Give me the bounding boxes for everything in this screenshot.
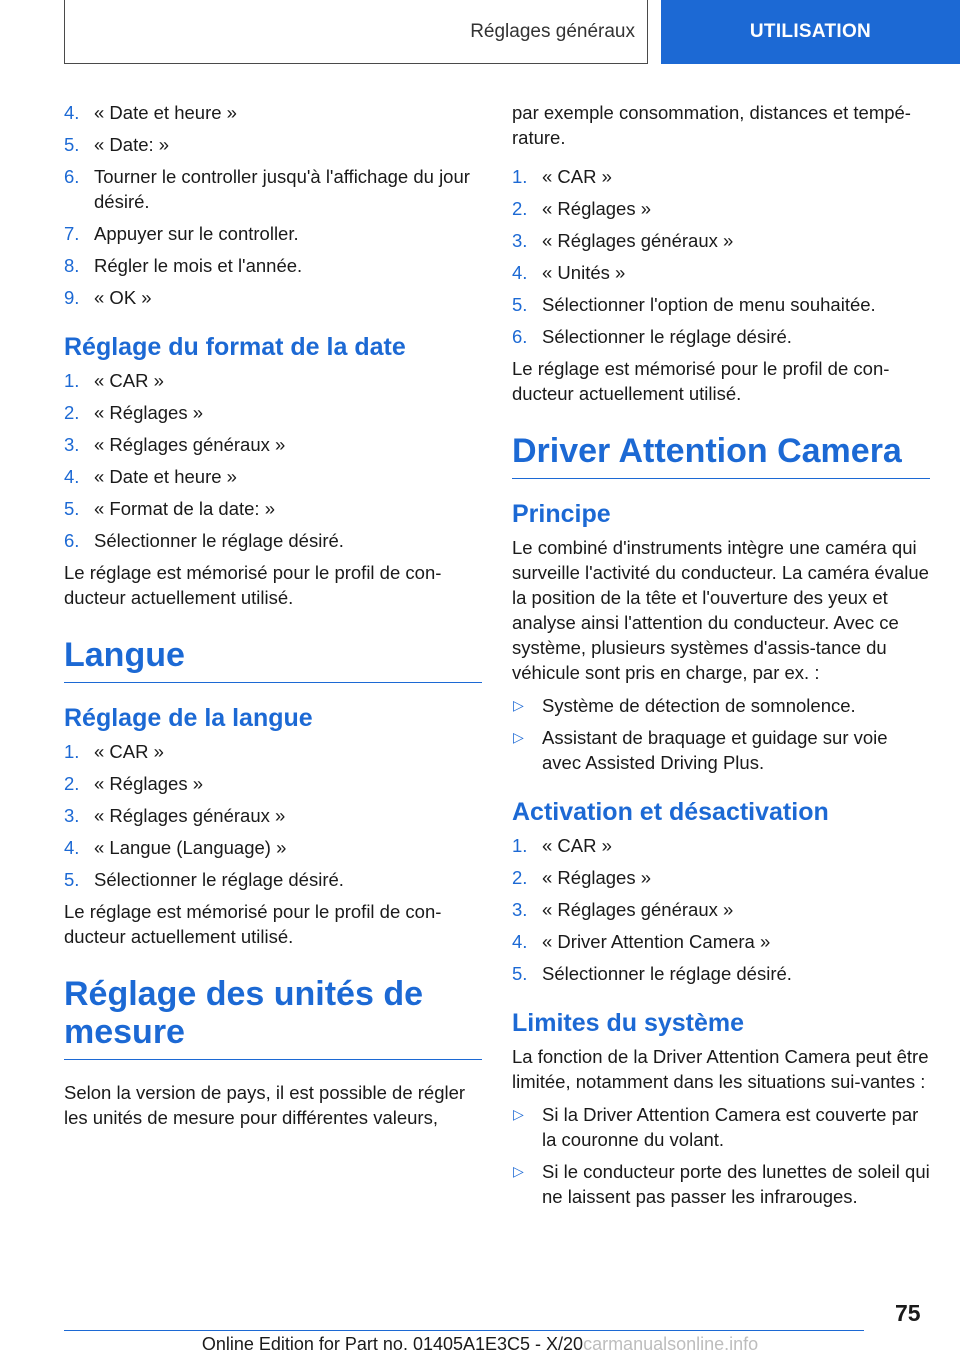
step-text: « Date: » (94, 134, 170, 155)
step-item (64, 464, 482, 489)
step-item (512, 897, 930, 922)
step-text: « Réglages généraux » (94, 434, 286, 455)
footer (0, 1334, 960, 1355)
header-section-title: Réglages généraux (470, 20, 635, 42)
step-item (64, 285, 482, 310)
step-text: Appuyer sur le controller. (94, 223, 299, 244)
step-number: 5. (512, 294, 528, 315)
bullet-text: Assistant de braquage et guidage sur voie avec Assisted Driving Plus. (542, 727, 888, 773)
steps-date-list (64, 100, 482, 310)
bullet-text: Système de détection de somnolence. (542, 695, 856, 716)
step-text: Sélectionner le réglage désiré. (542, 963, 792, 984)
step-number: 2. (64, 773, 80, 794)
heading-activation: Activation et désactivation (512, 798, 829, 826)
step-text: « CAR » (94, 370, 164, 391)
paragraph-saved: Le réglage est mémorisé pour le profil de con‐ducteur actuellement utilisé. (64, 562, 442, 608)
step-number: 5. (64, 498, 80, 519)
section-unites: Réglage des unités de mesure (64, 975, 482, 1060)
footer-edition-text: Online Edition for Part no. 01405A1E3C5 - X/20 (201, 1334, 584, 1354)
step-number: 4. (512, 931, 528, 952)
step-item (64, 771, 482, 796)
step-item (64, 368, 482, 393)
step-text: Sélectionner l'option de menu souhaitée. (542, 294, 876, 315)
step-number: 9. (64, 287, 80, 308)
paragraph-principe: Le combiné d'instruments intègre une caméra qui surveille l'activité du conducteur. La caméra évalue la position de la tête et l'ouverture des yeux et analyse ainsi l'attention du conducteur. Avec ce système, plusieurs systèmes d'assis‐tance du véhicule sont pris en charge, par ex. : (512, 537, 929, 683)
step-text: « Réglages » (94, 402, 204, 423)
step-number: 3. (512, 899, 528, 920)
heading-reglage-langue: Réglage de la langue (64, 704, 313, 732)
section-driver-attention-camera: Driver Attention Camera (512, 432, 930, 479)
step-item (64, 400, 482, 425)
step-text: Régler le mois et l'année. (94, 255, 303, 276)
bullets-systems-list (512, 693, 930, 775)
step-number: 3. (64, 805, 80, 826)
step-number: 3. (512, 230, 528, 251)
step-text: Tourner le controller jusqu'à l'affichage du jour désiré. (94, 166, 470, 212)
step-item (64, 432, 482, 457)
step-item (64, 100, 482, 125)
step-number: 4. (64, 837, 80, 858)
step-text: Sélectionner le réglage désiré. (94, 869, 344, 890)
triangle-bullet-icon: ▷ (513, 697, 524, 713)
step-item (512, 324, 930, 349)
header-section-box (64, 0, 648, 64)
step-number: 6. (64, 166, 80, 187)
step-number: 3. (64, 434, 80, 455)
bullet-item (512, 725, 930, 775)
step-number: 4. (512, 262, 528, 283)
step-number: 2. (512, 198, 528, 219)
bullets-limits-list (512, 1102, 930, 1209)
step-text: « Driver Attention Camera » (542, 931, 771, 952)
paragraph-saved: Le réglage est mémorisé pour le profil de con‐ducteur actuellement utilisé. (64, 901, 442, 947)
step-number: 1. (64, 370, 80, 391)
paragraph-saved: Le réglage est mémorisé pour le profil de con‐ducteur actuellement utilisé. (512, 358, 890, 404)
footer-watermark: carmanualsonline.info (583, 1334, 759, 1354)
step-text: « Réglages » (94, 773, 204, 794)
step-item (64, 528, 482, 553)
header-chapter-tab (661, 0, 960, 64)
step-item (512, 260, 930, 285)
step-item (64, 739, 482, 764)
step-text: « Date et heure » (94, 466, 237, 487)
step-number: 1. (512, 835, 528, 856)
steps-unites-list (512, 164, 930, 349)
paragraph-limites: La fonction de la Driver Attention Camera peut être limitée, notamment dans les situations sui‐vantes : (512, 1046, 929, 1092)
steps-activation-list (512, 833, 930, 986)
step-number: 5. (64, 134, 80, 155)
step-item (64, 496, 482, 521)
heading-principe: Principe (512, 500, 611, 528)
step-item (512, 833, 930, 858)
step-item (512, 961, 930, 986)
step-item (64, 132, 482, 157)
step-number: 1. (64, 741, 80, 762)
step-text: « OK » (94, 287, 152, 308)
step-text: « Unités » (542, 262, 626, 283)
paragraph-unites: Selon la version de pays, il est possible de régler les unités de mesure pour différentes valeurs, (64, 1082, 466, 1128)
triangle-bullet-icon: ▷ (513, 1163, 524, 1179)
step-number: 1. (512, 166, 528, 187)
step-number: 2. (64, 402, 80, 423)
right-column (512, 100, 930, 1216)
step-number: 5. (512, 963, 528, 984)
step-text: « Date et heure » (94, 102, 237, 123)
step-text: « Réglages généraux » (542, 899, 734, 920)
section-langue: Langue (64, 636, 482, 683)
step-item (64, 803, 482, 828)
step-text: « Réglages » (542, 198, 652, 219)
step-item (512, 164, 930, 189)
heading-date-format: Réglage du format de la date (64, 333, 406, 361)
step-item (64, 164, 482, 214)
bullet-text: Si le conducteur porte des lunettes de soleil qui ne laissent pas passer les infrarouges. (542, 1161, 930, 1207)
left-column (64, 100, 482, 1138)
bullet-item (512, 1102, 930, 1152)
step-text: « Langue (Language) » (94, 837, 287, 858)
steps-langue-list (64, 739, 482, 892)
page-number: 75 (895, 1300, 921, 1326)
step-text: « Réglages » (542, 867, 652, 888)
step-number: 5. (64, 869, 80, 890)
step-text: « CAR » (542, 835, 612, 856)
step-item (512, 865, 930, 890)
triangle-bullet-icon: ▷ (513, 729, 524, 745)
step-text: « Réglages généraux » (542, 230, 734, 251)
footer-divider (64, 1330, 864, 1331)
step-item (512, 929, 930, 954)
paragraph-continuation: par exemple consommation, distances et tempé‐rature. (512, 102, 911, 148)
step-item (64, 253, 482, 278)
step-number: 2. (512, 867, 528, 888)
step-item (64, 867, 482, 892)
step-text: Sélectionner le réglage désiré. (94, 530, 344, 551)
step-item (512, 228, 930, 253)
step-number: 8. (64, 255, 80, 276)
step-text: Sélectionner le réglage désiré. (542, 326, 792, 347)
bullet-text: Si la Driver Attention Camera est couverte par la couronne du volant. (542, 1104, 919, 1150)
step-text: « Réglages généraux » (94, 805, 286, 826)
step-item (64, 221, 482, 246)
step-text: « Format de la date: » (94, 498, 275, 519)
step-text: « CAR » (542, 166, 612, 187)
step-number: 6. (512, 326, 528, 347)
step-text: « CAR » (94, 741, 164, 762)
steps-date-format-list (64, 368, 482, 553)
header-chapter-title: UTILISATION (749, 21, 872, 42)
step-item (512, 196, 930, 221)
triangle-bullet-icon: ▷ (513, 1106, 524, 1122)
step-number: 4. (64, 102, 80, 123)
bullet-item (512, 693, 930, 718)
step-number: 7. (64, 223, 80, 244)
heading-limites: Limites du système (512, 1009, 745, 1037)
step-item (512, 292, 930, 317)
step-number: 6. (64, 530, 80, 551)
step-item (64, 835, 482, 860)
step-number: 4. (64, 466, 80, 487)
bullet-item (512, 1159, 930, 1209)
